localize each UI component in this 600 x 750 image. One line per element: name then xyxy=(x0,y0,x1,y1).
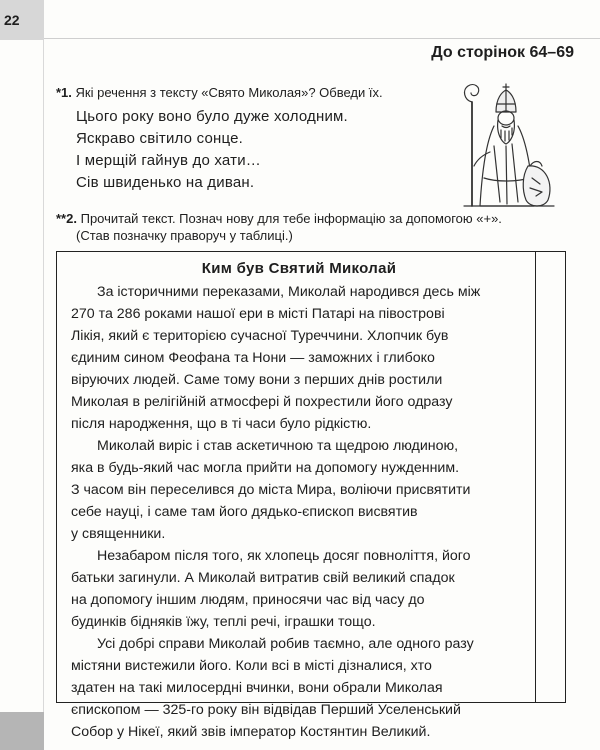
header-rule xyxy=(44,38,600,39)
task-1-instruction xyxy=(56,85,476,100)
text-line: віруючих людей. Саме тому вони з перших днів ростили xyxy=(71,372,443,388)
text-line: Собор у Нікеї, який звів імператор Костянтин Великий. xyxy=(71,724,431,740)
text-line: після народження, що в ті часи було рідкістю. xyxy=(71,416,372,432)
plus-mark-column[interactable] xyxy=(535,252,565,702)
text-line: Миколая в релігійній атмосфері й похрестили його одразу xyxy=(71,394,453,410)
section-reference: До сторінок 64–69 xyxy=(431,44,574,61)
text-line: Лікія, який є територією сучасної Туреччини. Хлопчик був xyxy=(71,328,449,344)
text-line: здатен на такі милосердні вчинки, вони обрали Миколая xyxy=(71,680,443,696)
sentence-option[interactable]: І мерщій гайнув до хати… xyxy=(76,152,261,169)
text-line: яка в будь-який час могла прийти на допомогу нужденним. xyxy=(71,460,460,476)
text-line: Незабаром після того, як хлопець досяг повноліття, його xyxy=(97,548,471,564)
text-line: єдиним сином Феофана та Нони — заможних і глибоко xyxy=(71,350,435,366)
task-2-text: Прочитай текст. Познач нову для тебе інформацію за допомогою «+». xyxy=(80,211,502,226)
sentence-option[interactable]: Цього року воно було дуже холодним. xyxy=(76,108,348,125)
sentence-option[interactable]: Яскраво світило сонце. xyxy=(76,130,243,147)
text-line: батьки загинули. А Миколай витратив свій великий спадок xyxy=(71,570,455,586)
reading-text-table xyxy=(56,251,566,740)
text-line: єпископом — 325-го року він відвідав Перший Уселенський xyxy=(71,702,461,718)
text-title: Ким був Святий Миколай xyxy=(201,260,397,277)
text-line: будинків бідняків їжу, теплі речі, іграшки тощо. xyxy=(71,614,376,630)
text-line: містяни вистежили його. Коли всі в місті дізналися, хто xyxy=(71,658,432,674)
text-line: себе науці, і саме там його дядько-єпископ висвятив xyxy=(71,504,418,520)
page-number-tab xyxy=(0,0,44,40)
text-line: З часом він переселився до міста Мира, воліючи присвятити xyxy=(71,482,471,498)
text-line: Миколай виріс і став аскетичною та щедрою людиною, xyxy=(97,438,459,454)
margin-rule xyxy=(43,40,44,712)
task-1-number: *1. xyxy=(56,85,72,100)
text-line: Усі добрі справи Миколай робив таємно, але одного разу xyxy=(97,636,474,652)
task-1-sentences xyxy=(76,106,348,194)
task-2-instruction xyxy=(56,210,566,244)
footer-tab xyxy=(0,712,44,750)
page-number: 22 xyxy=(4,12,20,28)
text-line: на допомогу іншим людям, приносячи час від часу до xyxy=(71,592,425,608)
saint-nicholas-illustration xyxy=(450,82,560,210)
text-line: 270 та 286 роками нашої ери в місті Патарі на півострові xyxy=(71,306,445,322)
text-line: За історичними переказами, Миколай народився десь між xyxy=(97,284,481,300)
reading-text xyxy=(71,260,527,743)
task-1-text: Які речення з тексту «Свято Миколая»? Обведи їх. xyxy=(75,85,383,100)
task-2-note: (Став позначку праворуч у таблиці.) xyxy=(76,228,293,243)
text-line: у священники. xyxy=(71,526,166,542)
task-2-number: **2. xyxy=(56,211,77,226)
sentence-option[interactable]: Сів швиденько на диван. xyxy=(76,174,255,191)
